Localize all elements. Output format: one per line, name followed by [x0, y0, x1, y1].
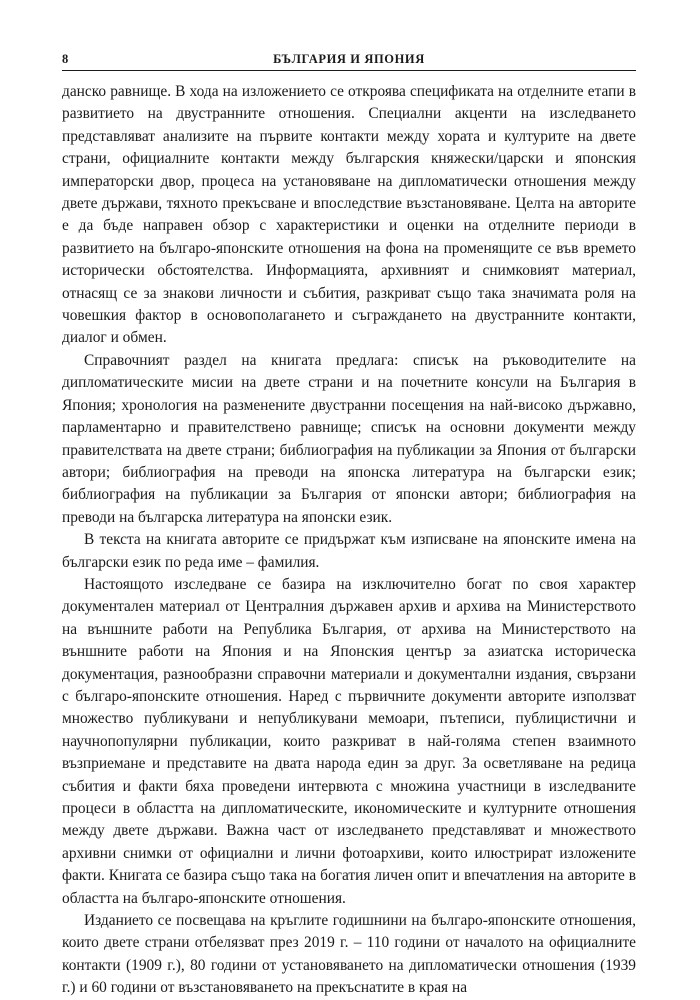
paragraph-name-order: В текста на книгата авторите се придържат към изписване на японските имена на български език по реда име – фамилия.	[62, 531, 636, 571]
running-title: БЪЛГАРИЯ И ЯПОНИЯ	[273, 52, 425, 66]
body-text	[62, 81, 636, 1000]
running-header	[62, 50, 636, 71]
page-number: 8	[62, 52, 69, 66]
paragraph-continued: данско равнище. В хода на изложението се откроява спецификата на отделните етапи в развитието на двустранните отношения. Специални акценти на изследването представляват анализите на първите контакти между хората и културите на двете страни, официалните контакти между българския княжески/царски и японския императорски двор, процеса на установяване на дипломатически отношения между двете държави, тяхното прекъсване и впоследствие възстановяване. Целта на авторите е да бъде направен обзор с характеристики и оценки на отделните периоди в развитието на българо-японските отношения на фона на променящите се във времето исторически обстоятелства. Информацията, архивният и снимковият материал, отнасящ се за знакови личности и събития, разкриват също така значимата роля на човешкия фактор в основополагането и съграждането на двустранните контакти, диалог и обмен.	[62, 83, 636, 347]
book-page	[62, 50, 636, 1000]
paragraph-dedication: Изданието се посвещава на кръглите годишнини на българо-японските отношения, които двете страни отбелязват през 2019 г. – 110 години от началото на официалните контакти (1909 г.), 80 години от установяването на дипломатически отношения (1939 г.) и 60 години от възстановяването на прекъснатите в края на	[62, 912, 636, 997]
paragraph-reference-section: Справочният раздел на книгата предлага: списък на ръководителите на дипломатическите мисии на двете страни и на почетните консули на България в Япония; хронология на разменените двустранни посещения на най-високо държавно, парламентарно и правителствено равнище; списък на основни документи между правителствата на двете страни; библиография на публикации за Япония от български автори; библиография на преводи на японска литература на български език; библиография на публикации за България от японски автори; библиография на преводи на българска литература на японски език.	[62, 351, 636, 526]
paragraph-sources: Настоящото изследване се базира на изключително богат по своя характер документален материал от Централния държавен архив и архива на Министерството на външните работи на Република България, от архива на Министерството на външните работи на Япония и на Японския център за азиатска историческа документация, разнообразни справочни материали и документални издания, свързани с българо-японските отношения. Наред с първичните документи авторите използват множество публикувани и непубликувани мемоари, пътеписи, публицистични и научнопопулярни публикации, които разкриват в най-голяма степен взаимното възприемане и представите на двата народа един за друг. За осветляване на редица събития и факти бяха проведени интервюта с множина участници в изследваните процеси в областта на дипломатическите, икономическите и културните отношения между двете държави. Важна част от изследването представляват и множеството архивни снимки от официални и лични фотоархиви, които илюстрират изложените факти. Книгата се базира също така на богатия личен опит и впечатления на авторите в областта на българо-японските отношения.	[62, 575, 636, 907]
